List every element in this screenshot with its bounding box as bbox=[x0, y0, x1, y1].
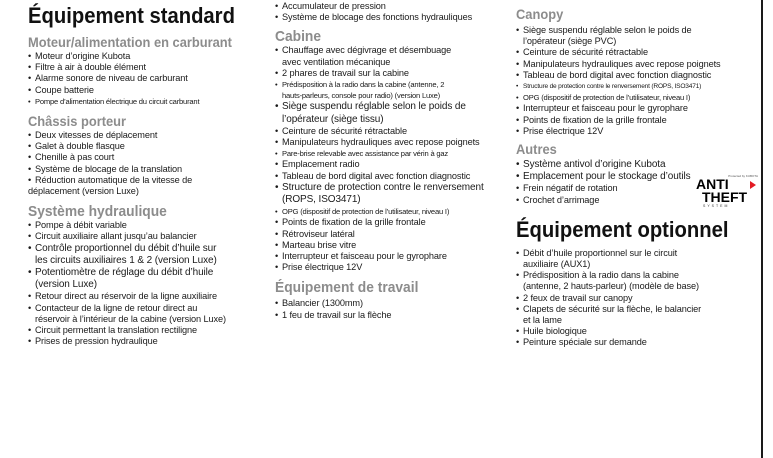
list-item: • Circuit auxiliaire allant jusqu’au balancier bbox=[28, 231, 268, 242]
list-item: • Système de blocage des fonctions hydrauliques bbox=[275, 12, 507, 23]
logo-line-theft: THEFT bbox=[702, 189, 748, 205]
list-item: • Huile biologique bbox=[516, 326, 756, 337]
heading-chassis: Châssis porteur bbox=[28, 113, 127, 130]
list-item: • Emplacement pour le stockage d’outils bbox=[516, 171, 756, 183]
list-item: • Réduction automatique de la vitesse de bbox=[28, 175, 268, 186]
list-item: • Emplacement radio bbox=[275, 159, 507, 170]
list-item: • OPG (dispositif de protection de l’utilisateur, niveau I) bbox=[275, 206, 507, 217]
list-item-continuation: réservoir à l’intérieur de la cabine (version Luxe) bbox=[35, 313, 226, 324]
list-item: • Interrupteur et faisceau pour le gyrophare bbox=[516, 103, 756, 114]
list-item: • Deux vitesses de déplacement bbox=[28, 130, 268, 141]
list-item: • Circuit permettant la translation rectiligne bbox=[28, 325, 268, 336]
logo-tagline: Protected by KUBOTA bbox=[728, 174, 758, 178]
list-item-continuation: hauts-parleurs, console pour radio) (version Luxe) bbox=[282, 91, 440, 101]
anti-theft-logo bbox=[696, 174, 758, 208]
list-item: • Structure de protection contre le renversement (ROPS, ISO3471) bbox=[516, 81, 756, 92]
list-item: • Coupe batterie bbox=[28, 85, 268, 96]
list-item: • Manipulateurs hydrauliques avec repose poignets bbox=[275, 137, 507, 148]
list-item-continuation: et la lame bbox=[523, 315, 562, 326]
list-item: • Alarme sonore de niveau de carburant bbox=[28, 73, 268, 84]
list-item: • 2 feux de travail sur canopy bbox=[516, 293, 756, 304]
play-triangle-icon bbox=[750, 181, 756, 189]
heading-hydraulique: Système hydraulique bbox=[28, 203, 167, 221]
list-item: • Contrôle proportionnel du débit d’huile sur bbox=[28, 243, 268, 255]
list-canopy bbox=[516, 25, 756, 137]
list-item: • Retour direct au réservoir de la ligne auxiliaire bbox=[28, 291, 268, 302]
list-item: • Chenille à pas court bbox=[28, 152, 268, 163]
list-item: • OPG (dispositif de protection de l’utilisateur, niveau I) bbox=[516, 92, 756, 103]
list-item: • 1 feu de travail sur la flèche bbox=[275, 310, 507, 321]
list-item: • Manipulateurs hydrauliques avec repose poignets bbox=[516, 59, 756, 70]
list-item: • Crochet d’arrimage bbox=[516, 195, 756, 206]
list-item: • Système antivol d’origine Kubota bbox=[516, 159, 756, 171]
list-item-continuation: déplacement (version Luxe) bbox=[28, 186, 139, 197]
list-item: • Ceinture de sécurité rétractable bbox=[275, 126, 507, 137]
list-item: • Siège suspendu réglable selon le poids de bbox=[275, 101, 507, 113]
list-item-continuation: (ROPS, ISO3471) bbox=[282, 194, 361, 206]
list-optionnel bbox=[516, 248, 756, 349]
column-middle bbox=[275, 0, 507, 321]
list-hydraulique-cont bbox=[275, 1, 507, 23]
page-edge-rule bbox=[761, 0, 763, 458]
list-item-continuation: (antenne, 2 hauts-parleur) (modèle de base) bbox=[523, 281, 699, 292]
list-moteur bbox=[28, 51, 268, 107]
list-item: • Siège suspendu réglable selon le poids de bbox=[516, 25, 756, 36]
list-item: • Accumulateur de pression bbox=[275, 1, 507, 12]
list-item: • Marteau brise vitre bbox=[275, 240, 507, 251]
heading-moteur: Moteur/alimentation en carburant bbox=[28, 34, 232, 50]
list-item: • Structure de protection contre le renversement bbox=[275, 182, 507, 194]
list-hydraulique bbox=[28, 220, 268, 347]
list-item: • Potentiomètre de réglage du débit d’huile bbox=[28, 267, 268, 279]
list-item: • Filtre à air à double élément bbox=[28, 62, 268, 73]
list-item: • Rétroviseur latéral bbox=[275, 229, 507, 240]
heading-autres: Autres bbox=[516, 141, 557, 158]
list-cabine bbox=[275, 45, 507, 273]
list-item: • Tableau de bord digital avec fonction diagnostic bbox=[516, 70, 756, 81]
list-item: • 2 phares de travail sur la cabine bbox=[275, 68, 507, 79]
list-item-continuation: les circuits auxiliaires 1 & 2 (version Luxe) bbox=[35, 254, 217, 266]
list-item: • Tableau de bord digital avec fonction diagnostic bbox=[275, 171, 507, 182]
list-item-continuation: avec ventilation mécanique bbox=[282, 56, 391, 67]
list-item: • Interrupteur et faisceau pour le gyrophare bbox=[275, 251, 507, 262]
list-item: • Prises de pression hydraulique bbox=[28, 336, 268, 347]
logo-line-system: SYSTEM bbox=[703, 204, 730, 208]
list-item-continuation: l’opérateur (siège tissu) bbox=[282, 113, 384, 125]
list-item-continuation: (version Luxe) bbox=[35, 279, 97, 291]
list-item: • Points de fixation de la grille frontale bbox=[275, 217, 507, 228]
list-item: • Balancier (1300mm) bbox=[275, 298, 507, 309]
list-item: • Pompe d’alimentation électrique du circuit carburant bbox=[28, 96, 268, 107]
list-equipement-travail bbox=[275, 298, 507, 320]
list-chassis bbox=[28, 130, 268, 197]
list-item: • Contacteur de la ligne de retour direct au bbox=[28, 303, 268, 314]
list-item: • Débit d’huile proportionnel sur le circuit bbox=[516, 248, 756, 259]
heading-equipement-travail: Équipement de travail bbox=[275, 279, 419, 297]
column-right bbox=[516, 0, 756, 349]
list-item: • Frein négatif de rotation bbox=[516, 183, 756, 194]
heading-canopy: Canopy bbox=[516, 6, 564, 22]
list-item: • Prédisposition à la radio dans la cabine (antenne, 2 bbox=[275, 79, 507, 90]
list-item: • Prédisposition à la radio dans la cabine bbox=[516, 270, 756, 281]
list-item: • Prise électrique 12V bbox=[516, 126, 756, 137]
list-item: • Clapets de sécurité sur la flèche, le balancier bbox=[516, 304, 756, 315]
list-item: • Système de blocage de la translation bbox=[28, 164, 268, 175]
list-item: • Peinture spéciale sur demande bbox=[516, 337, 756, 348]
list-item: • Moteur d’origine Kubota bbox=[28, 51, 268, 62]
column-left bbox=[28, 0, 268, 347]
list-item: • Galet à double flasque bbox=[28, 141, 268, 152]
page-title: Équipement standard bbox=[28, 3, 235, 28]
optional-title: Équipement optionnel bbox=[516, 216, 729, 242]
list-item-continuation: auxiliaire (AUX1) bbox=[523, 259, 591, 270]
logo-line-anti: ANTI bbox=[696, 176, 729, 192]
list-item: • Pompe à débit variable bbox=[28, 220, 268, 231]
list-item: • Pare-brise relevable avec assistance par vérin à gaz bbox=[275, 148, 507, 159]
heading-cabine: Cabine bbox=[275, 28, 322, 46]
list-item: • Points de fixation de la grille frontale bbox=[516, 115, 756, 126]
list-item: • Ceinture de sécurité rétractable bbox=[516, 47, 756, 58]
list-item: • Prise électrique 12V bbox=[275, 262, 507, 273]
list-item-continuation: l’opérateur (siège PVC) bbox=[523, 36, 617, 47]
list-item: • Chauffage avec dégivrage et désembuage bbox=[275, 45, 507, 56]
